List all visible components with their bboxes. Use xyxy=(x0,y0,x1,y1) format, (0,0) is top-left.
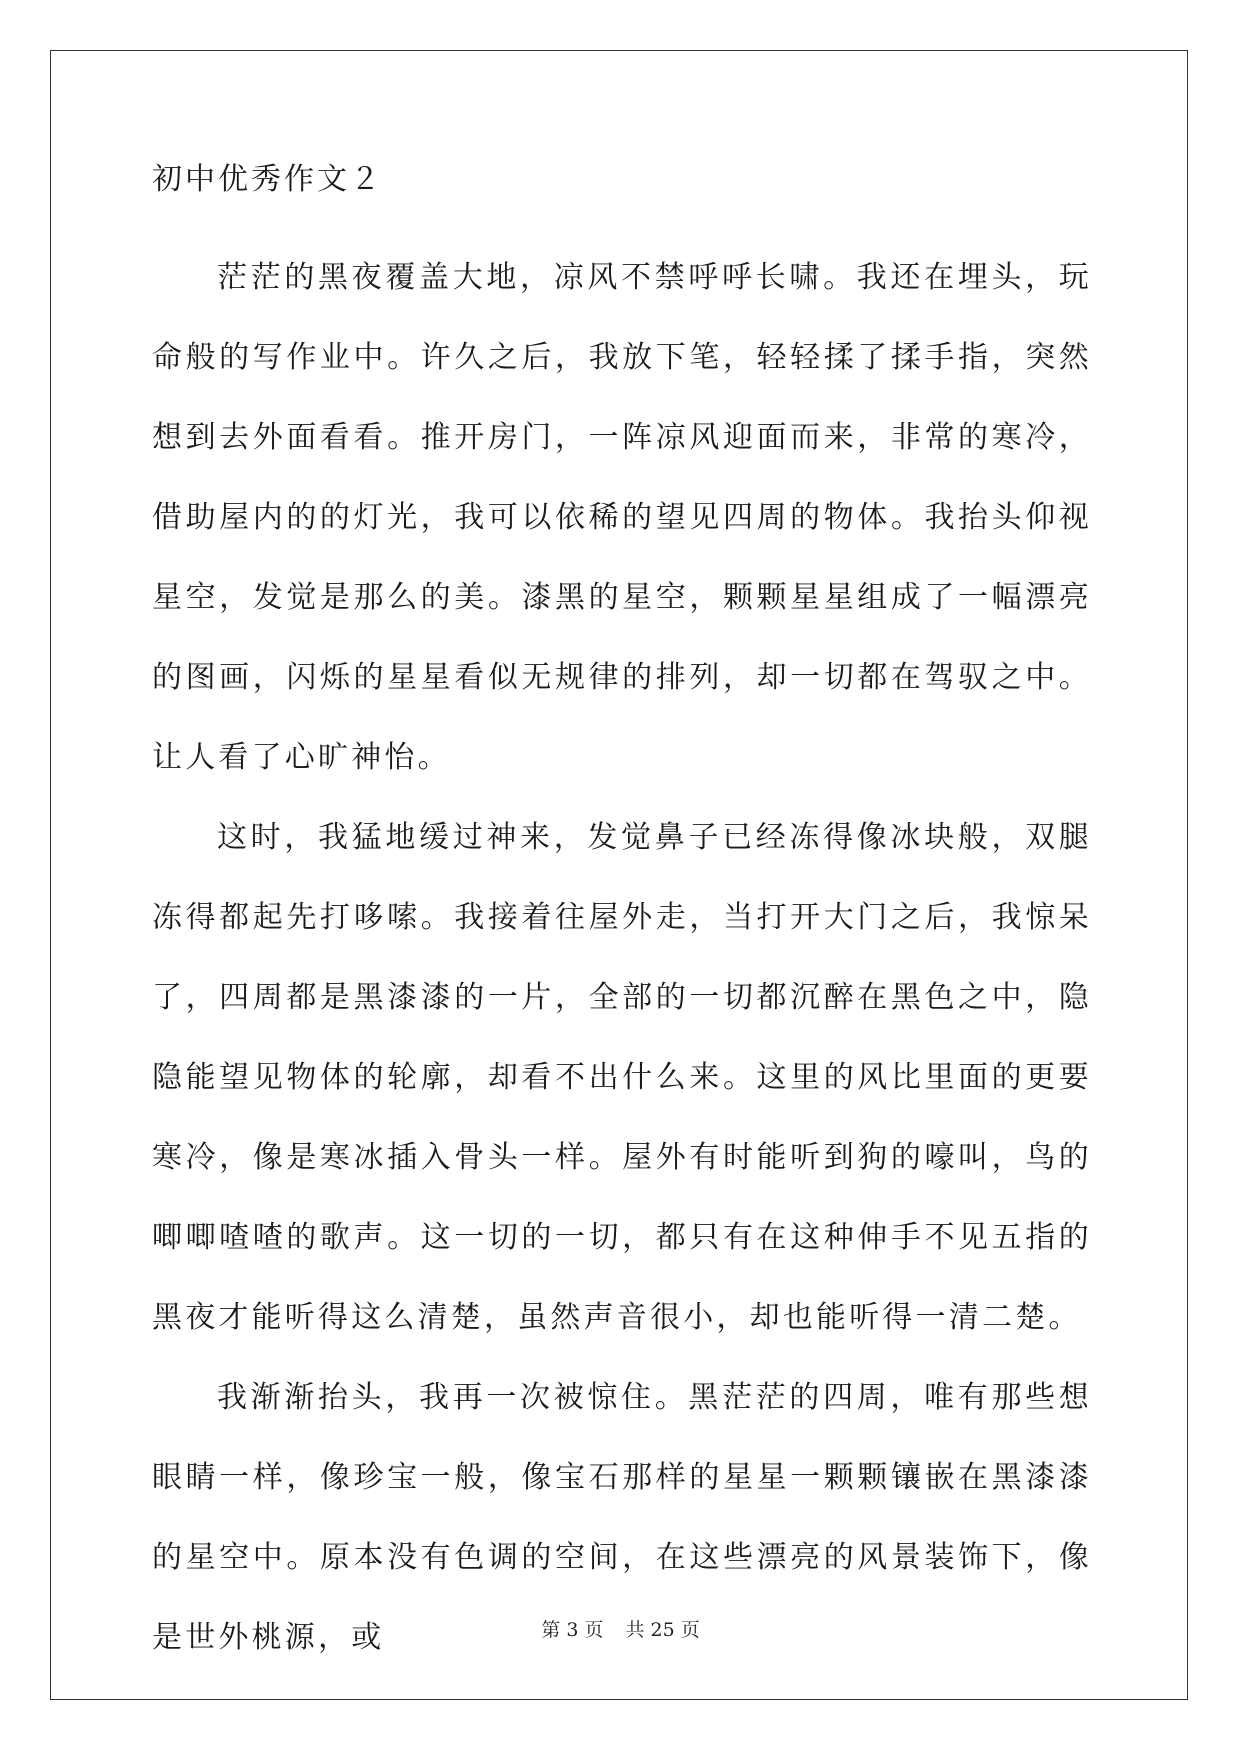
page-total: 共 25 页 xyxy=(625,1619,700,1641)
document-body xyxy=(152,160,1092,1678)
page-number: 第 3 页 xyxy=(541,1619,604,1641)
paragraph-3: 我渐渐抬头，我再一次被惊住。黑茫茫的四周，唯有那些想眼睛一样，像珍宝一般，像宝石那样的星星一颗颗镶嵌在黑漆漆的星空中。原本没有色调的空间，在这些漂亮的风景装饰下，像是世外桃源，或 xyxy=(152,1380,1092,1655)
document-title: 初中优秀作文２ xyxy=(152,162,383,197)
paragraph-2: 这时，我猛地缓过神来，发觉鼻子已经冻得像冰块般，双腿冻得都起先打哆嗦。我接着往屋外走，当打开大门之后，我惊呆了，四周都是黑漆漆的一片，全部的一切都沉醉在黑色之中，隐隐能望见物体的轮廓，却看不出什么来。这里的风比里面的更要寒冷，像是寒冰插入骨头一样。屋外有时能听到狗的嚎叫，鸟的唧唧喳喳的歌声。这一切的一切，都只有在这种伸手不见五指的黑夜才能听得这么清楚，虽然声音很小，却也能听得一清二楚。 xyxy=(152,820,1092,1335)
paragraph-1: 茫茫的黑夜覆盖大地，凉风不禁呼呼长啸。我还在埋头，玩命般的写作业中。许久之后，我放下笔，轻轻揉了揉手指，突然想到去外面看看。推开房门，一阵凉风迎面而来，非常的寒冷，借助屋内的的灯光，我可以依稀的望见四周的物体。我抬头仰视星空，发觉是那么的美。漆黑的星空，颗颗星星组成了一幅漂亮的图画，闪烁的星星看似无规律的排列，却一切都在驾驭之中。让人看了心旷神怡。 xyxy=(152,260,1092,775)
page-footer xyxy=(0,1618,1241,1642)
